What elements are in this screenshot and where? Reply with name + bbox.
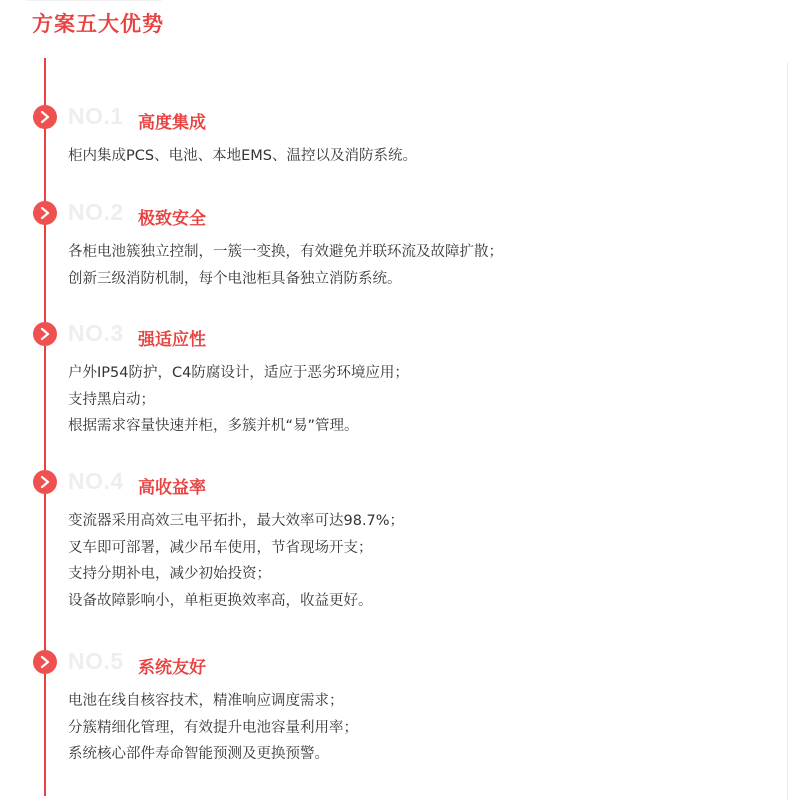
item-description: [68, 239, 503, 292]
title-underline: [26, 0, 782, 1]
description-line: 柜内集成PCS、电池、本地EMS、温控以及消防系统。: [68, 148, 417, 164]
page-title: 方案五大优势: [32, 12, 164, 36]
item-description: [68, 360, 409, 440]
timeline-line: [44, 58, 46, 796]
item-number: NO.3: [68, 320, 124, 346]
chevron-right-icon: [33, 105, 57, 129]
description-line: 户外IP54防护，C4防腐设计，适应于恶劣环境应用；: [68, 365, 409, 381]
chevron-right-icon: [33, 470, 57, 494]
description-line: 支持分期补电，减少初始投资；: [68, 566, 271, 582]
description-line: 叉车即可部署，减少吊车使用，节省现场开支；: [68, 539, 373, 556]
description-line: 系统核心部件寿命智能预测及更换预警。: [68, 746, 329, 762]
item-description: [68, 688, 358, 768]
description-line: 电池在线自核容技术，精准响应调度需求；: [68, 693, 344, 709]
description-line: 分簇精细化管理，有效提升电池容量利用率；: [68, 719, 358, 736]
chevron-right-icon: [33, 650, 57, 674]
description-line: 设备故障影响小，单柜更换效率高，收益更好。: [68, 592, 373, 609]
item-heading: 极致安全: [138, 209, 206, 229]
item-description: [68, 508, 404, 614]
chevron-right-icon: [33, 201, 57, 225]
description-line: 各柜电池簇独立控制，一簇一变换，有效避免并联环流及故障扩散；: [68, 244, 503, 260]
description-line: 支持黑启动；: [68, 391, 155, 408]
item-heading: 强适应性: [138, 330, 206, 350]
description-line: 创新三级消防机制，每个电池柜具备独立消防系统。: [68, 270, 402, 287]
right-divider: [787, 62, 788, 800]
item-number: NO.5: [68, 648, 124, 674]
item-number: NO.2: [68, 199, 124, 225]
item-heading: 系统友好: [138, 658, 206, 678]
chevron-right-icon: [33, 322, 57, 346]
item-number: NO.4: [68, 468, 124, 494]
item-heading: 高收益率: [138, 478, 206, 498]
description-line: 根据需求容量快速并柜，多簇并机“易”管理。: [68, 418, 359, 434]
item-description: [68, 143, 417, 170]
description-line: 变流器采用高效三电平拓扑，最大效率可达98.7%；: [68, 513, 405, 529]
item-heading: 高度集成: [138, 113, 206, 133]
item-number: NO.1: [68, 103, 124, 129]
